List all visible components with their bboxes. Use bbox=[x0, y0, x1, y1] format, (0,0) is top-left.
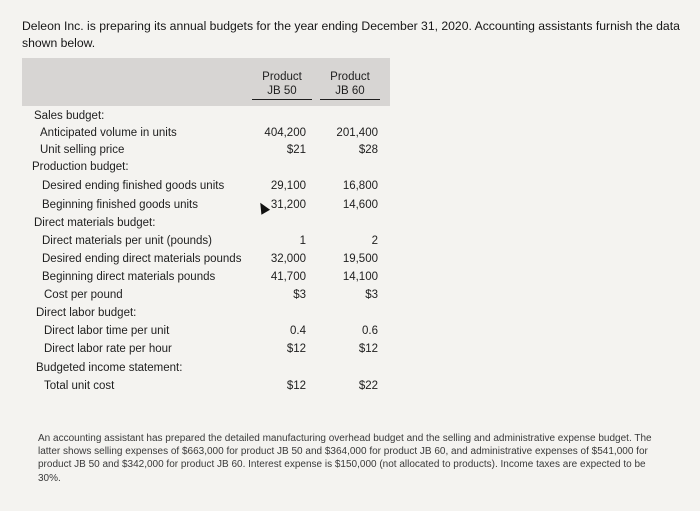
row-label: Total unit cost bbox=[44, 380, 115, 392]
table-row bbox=[22, 142, 390, 159]
table-row bbox=[22, 108, 390, 125]
header-product-jb50 bbox=[252, 70, 312, 100]
row-value-jb60: 14,600 bbox=[342, 199, 378, 211]
row-label: Desired ending finished goods units bbox=[42, 180, 225, 192]
row-label: Cost per pound bbox=[44, 289, 123, 301]
row-label: Unit selling price bbox=[40, 144, 125, 156]
row-label: Beginning direct materials pounds bbox=[42, 271, 216, 283]
row-label: Budgeted income statement: bbox=[36, 362, 183, 374]
row-value-jb60: 201,400 bbox=[336, 127, 378, 139]
row-value-jb50: $3 bbox=[293, 289, 306, 301]
row-label: Direct materials per unit (pounds) bbox=[42, 235, 213, 247]
row-value-jb60: 2 bbox=[371, 235, 378, 247]
row-label: Production budget: bbox=[32, 161, 129, 173]
row-value-jb60: $3 bbox=[365, 289, 378, 301]
row-value-jb50: $21 bbox=[286, 144, 306, 156]
header-product-jb60-line1: Product bbox=[330, 71, 370, 83]
row-label: Direct materials budget: bbox=[34, 217, 156, 229]
row-label: Anticipated volume in units bbox=[40, 127, 177, 139]
row-value-jb50: $12 bbox=[286, 343, 306, 355]
row-value-jb50: $12 bbox=[286, 380, 306, 392]
row-value-jb50: 1 bbox=[299, 235, 306, 247]
row-value-jb50: 0.4 bbox=[290, 325, 306, 337]
row-value-jb50: 31,200 bbox=[270, 199, 306, 211]
table-row bbox=[22, 378, 390, 395]
table-row bbox=[22, 197, 390, 214]
table-row bbox=[22, 159, 390, 176]
row-label: Sales budget: bbox=[34, 110, 105, 122]
header-product-jb50-line2: JB 50 bbox=[252, 84, 312, 100]
table-row bbox=[22, 269, 390, 286]
intro-paragraph: Deleon Inc. is preparing its annual budgets for the year ending December 31, 2020. Accounting assistants furnish the data shown below. bbox=[22, 19, 680, 50]
row-label: Direct labor rate per hour bbox=[44, 343, 172, 355]
row-label: Direct labor budget: bbox=[36, 307, 137, 319]
row-label: Beginning finished goods units bbox=[42, 199, 199, 211]
table-row bbox=[22, 125, 390, 142]
row-value-jb60: 16,800 bbox=[342, 180, 378, 192]
table-row bbox=[22, 287, 390, 304]
row-value-jb50: 29,100 bbox=[270, 180, 306, 192]
row-value-jb50: 404,200 bbox=[264, 127, 306, 139]
row-value-jb60: 0.6 bbox=[362, 325, 378, 337]
table-row bbox=[22, 360, 390, 377]
header-product-jb50-line1: Product bbox=[262, 71, 302, 83]
table-row bbox=[22, 251, 390, 268]
row-label: Direct labor time per unit bbox=[44, 325, 170, 337]
header-product-jb60 bbox=[320, 70, 380, 100]
budget-data-table bbox=[22, 58, 390, 404]
row-value-jb50: 41,700 bbox=[270, 271, 306, 283]
row-value-jb60: $28 bbox=[358, 144, 378, 156]
row-value-jb60: 14,100 bbox=[342, 271, 378, 283]
table-row bbox=[22, 323, 390, 340]
table-row bbox=[22, 215, 390, 232]
row-value-jb50: 32,000 bbox=[270, 253, 306, 265]
row-value-jb60: $12 bbox=[358, 343, 378, 355]
table-row bbox=[22, 305, 390, 322]
header-product-jb60-line2: JB 60 bbox=[320, 84, 380, 100]
overhead-note-paragraph: An accounting assistant has prepared the detailed manufacturing overhead budget and the selling and administrative expense budget. The latter shows selling expenses of $663,000 for product JB 50 and $364,000 for product JB 60, and administrative expenses of $541,000 for product JB 50 and $342,000 for product JB 60. Interest expense is $150,000 (not allocated to products). Income taxes are expected to be 30%. bbox=[38, 433, 652, 484]
row-value-jb60: $22 bbox=[358, 380, 378, 392]
row-label: Desired ending direct materials pounds bbox=[42, 253, 242, 265]
row-value-jb60: 19,500 bbox=[342, 253, 378, 265]
table-row bbox=[22, 178, 390, 195]
table-row bbox=[22, 233, 390, 250]
table-row bbox=[22, 341, 390, 358]
